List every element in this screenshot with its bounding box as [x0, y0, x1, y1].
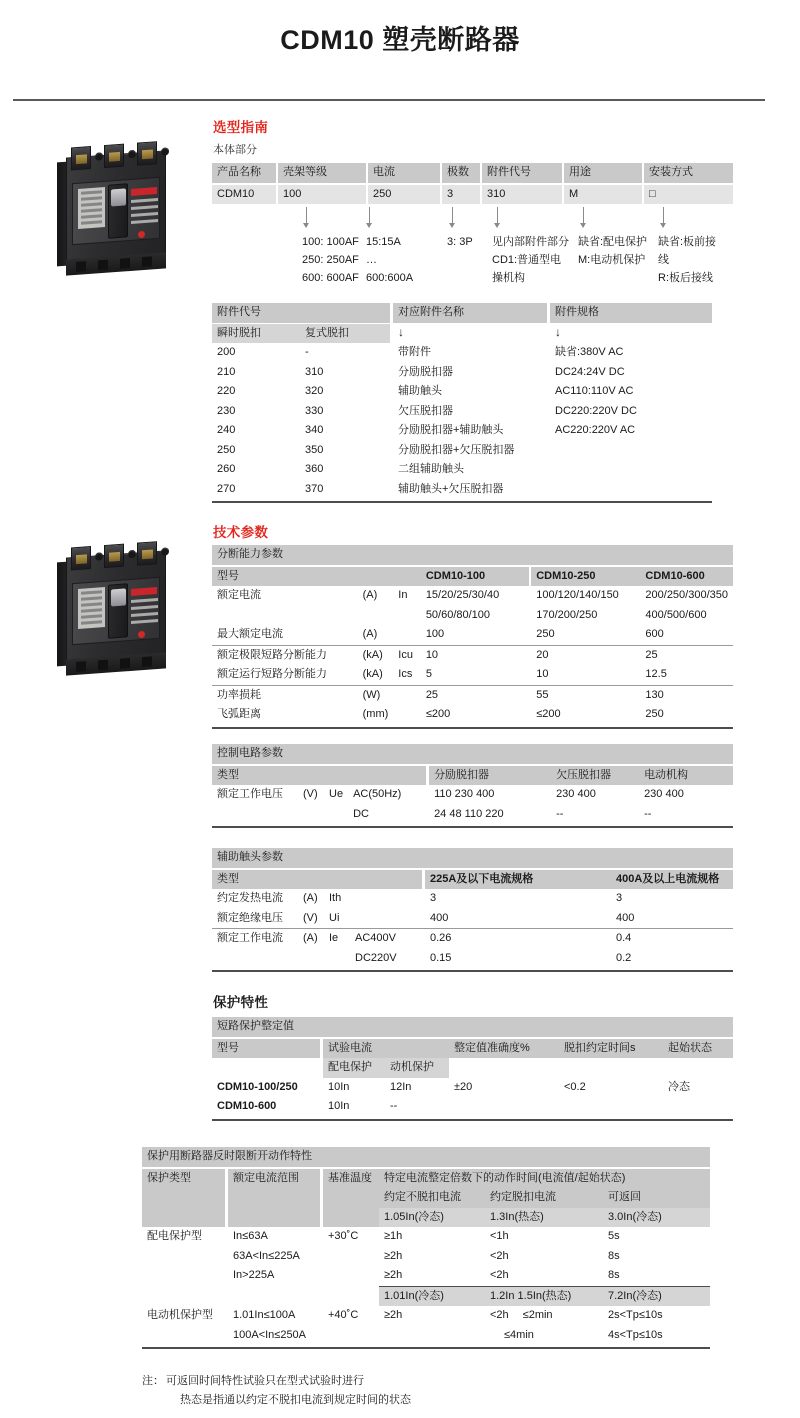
- arrow-current: [369, 207, 370, 227]
- caption-breaking-capacity: 分断能力参数: [212, 545, 733, 565]
- table-caption-row: [212, 848, 733, 868]
- row-label-motor-type: 电动机保护型: [147, 1309, 213, 1321]
- value-mounting: □: [644, 185, 733, 205]
- control-circuit-bottom-rule: [212, 826, 733, 828]
- col-header-shunt-release: 分励脱扣器: [429, 766, 551, 786]
- sub-header-compound-trip: 复式脱扣: [300, 324, 390, 344]
- table-row: 220 320 辅助触头 AC110:110V AC: [217, 385, 634, 397]
- col-header-protection-type: 保护类型: [142, 1169, 225, 1189]
- table-row: 额定极限短路分断能力 (kA) Icu 10 20 25: [217, 648, 658, 661]
- col-header-cdm10-600: CDM10-600: [640, 567, 733, 587]
- multiplier-no-trip-motor: 1.01In(冷态): [379, 1286, 485, 1306]
- col-header-model: 型号: [212, 1039, 320, 1059]
- inverse-time-bottom-rule: [142, 1347, 710, 1349]
- arrow-accessory-code: [497, 207, 498, 227]
- note-line-2: 热态是指通以约定不脱扣电流到规定时间的状态: [180, 1394, 411, 1406]
- multiplier-trip-motor: 1.2In 1.5In(热态): [485, 1286, 603, 1306]
- col-header-poles: 极数: [442, 163, 480, 183]
- table-caption-row: [212, 545, 733, 565]
- product-photo-breaker-2: [48, 532, 198, 682]
- table-row-header: [212, 163, 733, 183]
- col-header-reference-temp: 基准温度: [323, 1169, 379, 1189]
- inverse-time-table: [142, 1147, 710, 1349]
- sub-header-spec-arrow: ↓: [555, 324, 561, 339]
- selection-guide-heading: 选型指南: [213, 120, 269, 135]
- table-row: 额定绝缘电压 (V) Ui 400 400: [212, 909, 733, 929]
- breaking-capacity-table: [212, 545, 733, 729]
- col-header-current: 电流: [368, 163, 440, 183]
- table-row: 270 370 辅助触头+欠压脱扣器: [217, 482, 504, 495]
- control-circuit-table: [212, 744, 733, 828]
- legend-accessory-code: 见内部附件部分 CD1:普通型电 操机构: [492, 236, 569, 284]
- value-frame-rating: 100: [278, 185, 366, 205]
- table-row: 电动机保护型 1.01In≤100A +40˚C ≥2h <2h ≤2min 2s<Tp≤10s: [142, 1306, 710, 1326]
- table-row: 额定工作电流 (A) Ie AC400V 0.26 0.4: [217, 932, 632, 944]
- tech-params-heading: 技术参数: [213, 525, 269, 540]
- aux-contact-bottom-rule: [212, 970, 733, 972]
- table-row: In>225A ≥2h <2h 8s: [233, 1269, 620, 1281]
- table-row-values: [212, 185, 733, 205]
- group-header-accessory-code: 附件代号: [212, 303, 390, 323]
- sub-header-no-trip-current: 约定不脱扣电流: [379, 1188, 485, 1208]
- col-header-undervoltage-release: 欠压脱扣器: [551, 766, 639, 786]
- table-row-header: [212, 1039, 733, 1059]
- value-accessory-code: 310: [482, 185, 562, 205]
- notes-label: 注：: [142, 1375, 164, 1387]
- product-photo-breaker-1: [48, 132, 198, 282]
- table-row: 100A<In≤250A ≤4min 4s<Tp≤10s: [233, 1328, 663, 1341]
- value-usage: M: [564, 185, 642, 205]
- legend-usage: 缺省:配电保护 M:电动机保护: [578, 236, 648, 266]
- table-row: CDM10-100/250 10In 12In ±20 <0.2 冷态: [217, 1080, 690, 1093]
- multiplier-return-dist: 3.0In(冷态): [603, 1208, 710, 1228]
- sub-header-distribution-protection: 配电保护: [323, 1058, 385, 1078]
- table-row-sub-header: [142, 1188, 710, 1208]
- sub-header-returnable: 可返回: [603, 1188, 710, 1208]
- table-row: 额定工作电压 (V) Ue AC(50Hz) 110 230 400 230 400 230 400: [217, 788, 684, 800]
- value-poles: 3: [442, 185, 480, 205]
- selection-guide-table: [212, 163, 733, 204]
- col-header-operating-time: 特定电流整定倍数下的动作时间(电流值/起始状态): [379, 1169, 710, 1189]
- accessory-table-bottom-rule: [212, 501, 712, 503]
- table-row: 配电保护型 In≤63A +30˚C ≥1h <1h 5s: [142, 1227, 710, 1247]
- arrow-poles: [452, 207, 453, 227]
- legend-poles: 3: 3P: [447, 236, 473, 248]
- table-caption-row: [142, 1147, 710, 1167]
- arrow-usage: [583, 207, 584, 227]
- page-title: CDM10 塑壳断路器: [280, 25, 520, 55]
- table-row-sub-header: [212, 324, 712, 344]
- col-header-trip-time: 脱扣约定时间s: [559, 1039, 663, 1059]
- note-line-1: 可返回时间特性试验只在型式试验时进行: [166, 1375, 364, 1387]
- table-caption-row: [212, 744, 733, 764]
- col-header-initial-state: 起始状态: [663, 1039, 733, 1059]
- value-product-name: CDM10: [212, 185, 276, 205]
- row-header-type: 类型: [212, 766, 298, 786]
- short-circuit-setting-table: [212, 1017, 733, 1121]
- table-row: 260 360 二组辅助触头: [217, 463, 464, 475]
- table-row: 额定运行短路分断能力 (kA) Ics 5 10 12.5: [212, 665, 733, 685]
- col-header-frame-rating: 壳架等级: [278, 163, 366, 183]
- table-row: 250 350 分励脱扣器+欠压脱扣器: [217, 443, 515, 456]
- col-header-current-range: 额定电流范围: [228, 1169, 320, 1189]
- col-header-accessory-code: 附件代号: [482, 163, 562, 183]
- table-row-group-header: [212, 303, 712, 323]
- table-row-header: [212, 766, 733, 786]
- table-row: 额定电流 (A) In 15/20/25/30/40 100/120/140/150 200/250/300/350: [217, 589, 728, 601]
- value-current: 250: [368, 185, 440, 205]
- col-header-400a-above: 400A及以上电流规格: [611, 870, 733, 890]
- col-header-usage: 用途: [564, 163, 642, 183]
- sub-header-trip-current: 约定脱扣电流: [485, 1188, 603, 1208]
- table-row: 240 340 分励脱扣器+辅助触头 AC220:220V AC: [217, 424, 636, 436]
- caption-control-circuit: 控制电路参数: [212, 744, 733, 764]
- table-row-multipliers: [142, 1208, 710, 1228]
- multiplier-return-motor: 7.2In(冷态): [603, 1286, 710, 1306]
- accessory-code-table: [212, 303, 712, 503]
- table-row: 最大额定电流 (A) 100 250 600: [212, 625, 733, 645]
- caption-short-circuit-setting: 短路保护整定值: [212, 1017, 733, 1037]
- table-row: 50/60/80/100 170/200/250 400/500/600: [425, 608, 707, 621]
- col-header-mounting: 安装方式: [644, 163, 733, 183]
- short-circuit-bottom-rule: [212, 1119, 733, 1121]
- col-header-cdm10-250: CDM10-250: [531, 567, 640, 587]
- arrow-frame-rating: [306, 207, 307, 227]
- table-row-multipliers: [142, 1286, 710, 1306]
- col-header-cdm10-100: CDM10-100: [421, 567, 529, 587]
- col-header-product-name: 产品名称: [212, 163, 276, 183]
- selection-guide-subheading: 本体部分: [213, 144, 257, 156]
- multiplier-no-trip-dist: 1.05In(冷态): [379, 1208, 485, 1228]
- table-row-header: [212, 870, 733, 890]
- table-row: DC 24 48 110 220 -- --: [353, 807, 652, 820]
- row-header-type: 类型: [212, 870, 298, 890]
- aux-contact-table: [212, 848, 733, 972]
- caption-inverse-time: 保护用断路器反时限断开动作特性: [142, 1147, 710, 1167]
- col-header-motor-operator: 电动机构: [639, 766, 733, 786]
- table-row: CDM10-600 10In --: [217, 1100, 398, 1112]
- row-header-model: 型号: [212, 567, 358, 587]
- col-header-225a-below: 225A及以下电流规格: [425, 870, 611, 890]
- table-row: 约定发热电流 (A) Ith 3 3: [217, 892, 623, 904]
- multiplier-trip-dist: 1.3In(热态): [485, 1208, 603, 1228]
- col-header-setting-accuracy: 整定值准确度%: [449, 1039, 559, 1059]
- breaking-capacity-bottom-rule: [212, 727, 733, 729]
- notes-block: [142, 1372, 702, 1410]
- title-divider: [13, 99, 765, 101]
- table-caption-row: [212, 1017, 733, 1037]
- sub-header-instant-trip: 瞬时脱扣: [212, 324, 300, 344]
- table-row: DC220V 0.15 0.2: [355, 951, 632, 964]
- table-row: 功率损耗 (W) 25 55 130: [217, 688, 664, 701]
- table-row: 63A<In≤225A ≥2h <2h 8s: [233, 1249, 620, 1262]
- table-row: 200 - 带附件 缺省:380V AC: [217, 346, 624, 358]
- table-row: 飞弧距离 (mm) ≤200 ≤200 250: [217, 708, 664, 720]
- table-row-header: [142, 1169, 710, 1189]
- table-row-sub-header: [212, 1058, 733, 1078]
- col-header-test-current: 试验电流: [323, 1039, 449, 1059]
- legend-current: 15:15A … 600:600A: [366, 236, 414, 284]
- arrow-mounting: [663, 207, 664, 227]
- legend-mounting: 缺省:板前接 线 R:板后接线: [658, 236, 717, 284]
- caption-aux-contact: 辅助触头参数: [212, 848, 733, 868]
- group-header-accessory-spec: 附件规格: [550, 303, 712, 323]
- sub-header-motor-protection: 动机保护: [385, 1058, 449, 1078]
- protection-heading: 保护特性: [213, 995, 269, 1010]
- sub-header-name-arrow: ↓: [398, 324, 404, 339]
- legend-frame-rating: 100: 100AF 250: 250AF 600: 600AF: [302, 236, 359, 284]
- group-header-accessory-name: 对应附件名称: [393, 303, 547, 323]
- row-label-distribution-type: 配电保护型: [147, 1230, 202, 1242]
- table-row: 210 310 分励脱扣器 DC24:24V DC: [217, 365, 625, 378]
- table-row-header: [212, 567, 733, 587]
- table-row: 230 330 欠压脱扣器 DC220:220V DC: [217, 404, 637, 417]
